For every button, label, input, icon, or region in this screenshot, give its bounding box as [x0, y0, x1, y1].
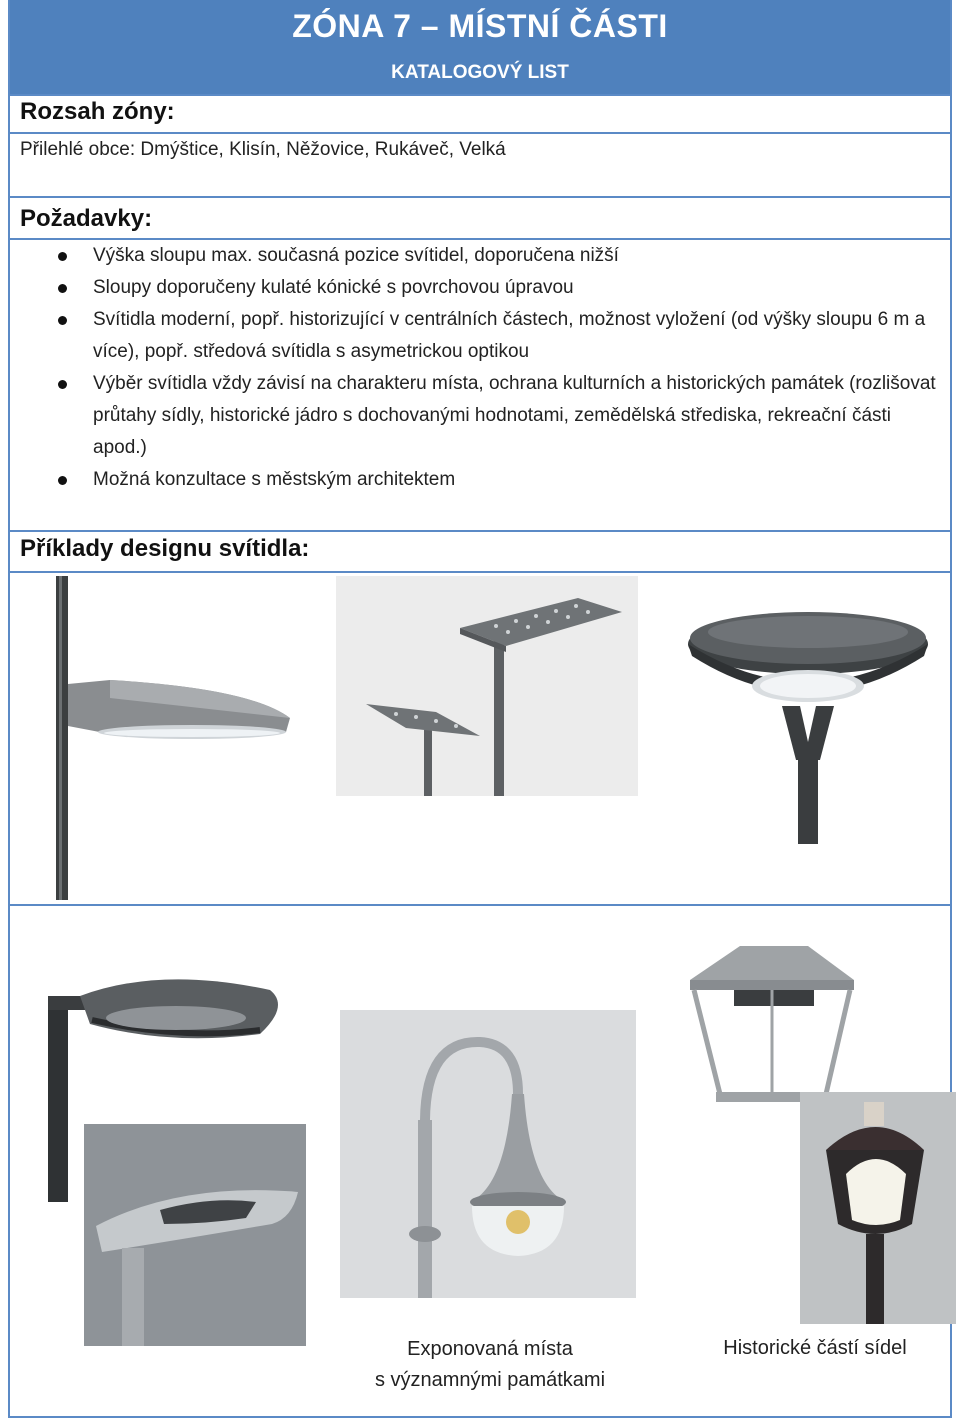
bullet-icon	[58, 316, 67, 325]
requirement-text: Výška sloupu max. současná pozice svítidel, doporučena nižší	[93, 245, 619, 266]
requirement-text: Možná konzultace s městským architektem	[93, 469, 456, 490]
divider	[10, 904, 950, 906]
caption-line: s významnými památkami	[374, 1369, 606, 1391]
divider	[10, 196, 950, 198]
luminaire-photo-lanterns	[650, 944, 958, 1324]
luminaire-photo-street-heads	[40, 966, 310, 1346]
page-title: ZÓNA 7 – MÍSTNÍ ČÁSTI	[292, 8, 668, 44]
header-banner	[10, 0, 950, 94]
list-item	[10, 304, 940, 368]
caption-line: Exponovaná místa	[407, 1338, 573, 1360]
luminaire-photo-side-arm	[50, 576, 300, 900]
caption-exposed-places	[360, 1334, 620, 1396]
scope-text: Přilehlé obce: Dmýštice, Klisín, Něžovice, Rukáveč, Velká	[20, 139, 506, 160]
list-item	[10, 272, 940, 304]
bullet-icon	[58, 284, 67, 293]
luminaire-photo-square-pair	[336, 576, 638, 796]
page-subtitle: KATALOGOVÝ LIST	[391, 62, 569, 83]
requirement-text: Svítidla moderní, popř. historizující v centrálních částech, možnost vyložení (od výšky sloupu 6 m a více), popř. středová svítidla s asymetrickou optikou	[93, 309, 926, 362]
divider	[10, 132, 950, 134]
examples-heading: Příklady designu svítidla:	[20, 535, 310, 562]
luminaire-photo-round-top	[678, 600, 938, 844]
caption-historic-parts: Historické částí sídel	[723, 1337, 907, 1359]
requirements-heading: Požadavky:	[20, 205, 153, 232]
divider	[10, 530, 950, 532]
requirement-text: Výběr svítidla vždy závisí na charakteru místa, ochrana kulturních a historických památek (rozlišovat průtahy sídly, historické jádro s dochovanými hodnotami, zemědělská střediska, rekreační části apod.)	[93, 373, 936, 458]
bullet-icon	[58, 476, 67, 485]
list-item	[10, 368, 940, 464]
divider	[10, 571, 950, 573]
list-item	[10, 464, 940, 496]
luminaire-photo-swan-neck	[340, 1010, 636, 1298]
catalog-sheet	[8, 0, 952, 1418]
bullet-icon	[58, 252, 67, 261]
requirement-text: Sloupy doporučeny kulaté kónické s povrchovou úpravou	[93, 277, 574, 298]
scope-heading: Rozsah zóny:	[20, 98, 175, 125]
bullet-icon	[58, 380, 67, 389]
requirements-list	[10, 240, 940, 496]
list-item	[10, 240, 940, 272]
divider	[10, 94, 950, 96]
